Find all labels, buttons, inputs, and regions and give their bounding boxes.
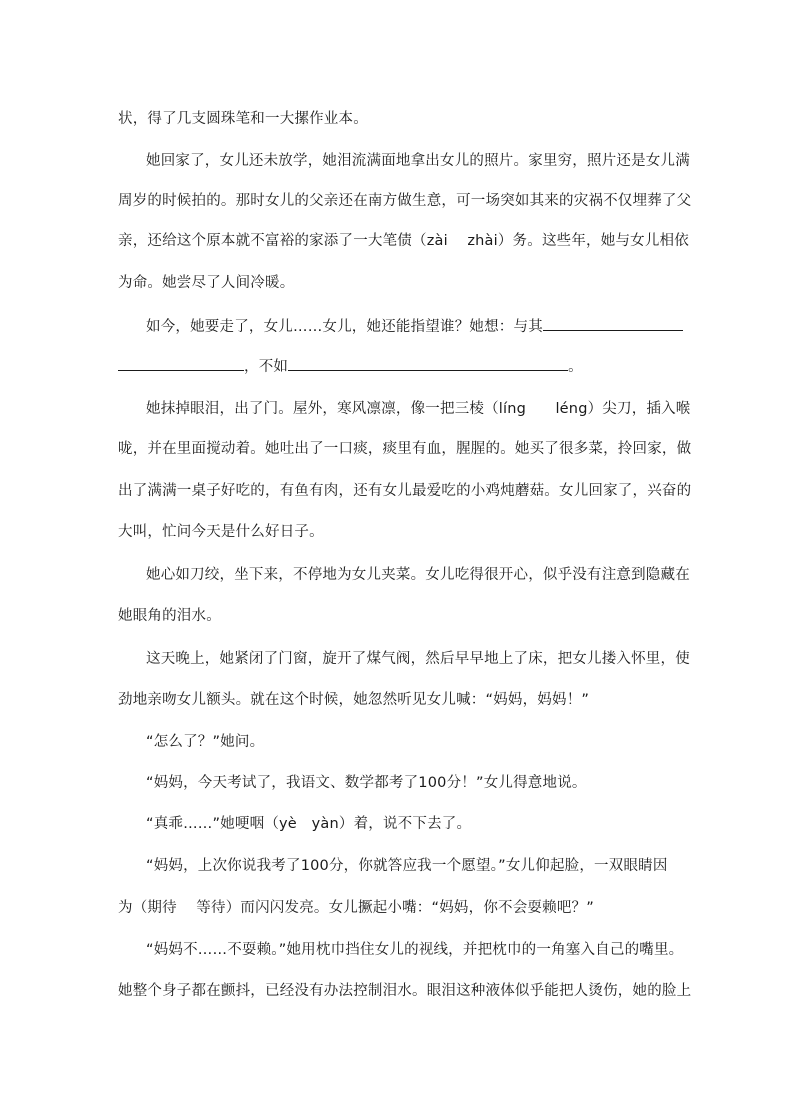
text-segment: 如今，她要走了，女儿……女儿，她还能指望谁？她想：与其 (146, 319, 543, 335)
text-line: 咙，并在里面搅动着。她吐出了一口痰，痰里有血，腥腥的。她买了很多菜，拎回家，做 (118, 441, 692, 457)
text-line: 她整个身子都在颤抖，已经没有办法控制泪水。眼泪这种液体似乎能把人烫伤，她的脸上 (118, 983, 692, 999)
text-line: 她心如刀绞，坐下来，不停地为女儿夹菜。女儿吃得很开心，似乎没有注意到隐藏在 (146, 567, 690, 583)
text-line: 她抹掉眼泪，出了门。屋外，寒风凛凛，像一把三棱（líng léng）尖刀，插入喉 (146, 401, 691, 417)
answer-blank-1[interactable] (543, 316, 683, 331)
text-line: “妈妈，今天考试了，我语文、数学都考了100分！”女儿得意地说。 (146, 775, 587, 791)
text-line: “妈妈不……不耍赖。”她用枕巾挡住女儿的视线，并把枕巾的一角塞入自己的嘴里。 (146, 942, 684, 958)
text-line: “真乖……”她哽咽（yè yàn）着，说不下去了。 (146, 816, 472, 832)
text-line: 为命。她尝尽了人间冷暖。 (118, 275, 295, 291)
text-line: 她回家了，女儿还未放学，她泪流满面地拿出女儿的照片。家里穷，照片还是女儿满 (146, 153, 690, 169)
text-segment: ，不如 (244, 359, 289, 375)
answer-blank-3[interactable] (288, 356, 568, 371)
text-line: “怎么了？”她问。 (146, 734, 265, 750)
text-line: 出了满满一桌子好吃的，有鱼有肉，还有女儿最爱吃的小鸡炖蘑菇。女儿回家了，兴奋的 (118, 483, 692, 499)
text-line: 为（期待 等待）而闪闪发亮。女儿撅起小嘴：“妈妈，你不会耍赖吧？” (118, 900, 594, 916)
text-line: 大叫，忙问今天是什么好日子。 (118, 524, 324, 540)
text-line: 亲，还给这个原本就不富裕的家添了一大笔债（zài zhài）务。这些年，她与女儿相依 (118, 233, 689, 249)
text-line: 她眼角的泪水。 (118, 608, 221, 624)
text-line: 这天晚上，她紧闭了门窗，旋开了煤气阀，然后早早地上了床，把女儿搂入怀里，使 (146, 651, 690, 667)
text-line: 劲地亲吻女儿额头。就在这个时候，她忽然听见女儿喊：“妈妈，妈妈！” (118, 692, 590, 708)
text-segment: 。 (568, 359, 583, 375)
text-line: 周岁的时候拍的。那时女儿的父亲还在南方做生意，可一场突如其来的灾祸不仅埋葬了父 (118, 193, 692, 209)
text-line: 状，得了几支圆珠笔和一大摞作业本。 (118, 111, 368, 127)
answer-blank-2[interactable] (118, 356, 244, 371)
text-line-with-blank (118, 356, 678, 377)
text-line: “妈妈，上次你说我考了100分，你就答应我一个愿望。”女儿仰起脸，一双眼睛因 (146, 858, 668, 874)
text-line-with-blank (146, 316, 706, 337)
